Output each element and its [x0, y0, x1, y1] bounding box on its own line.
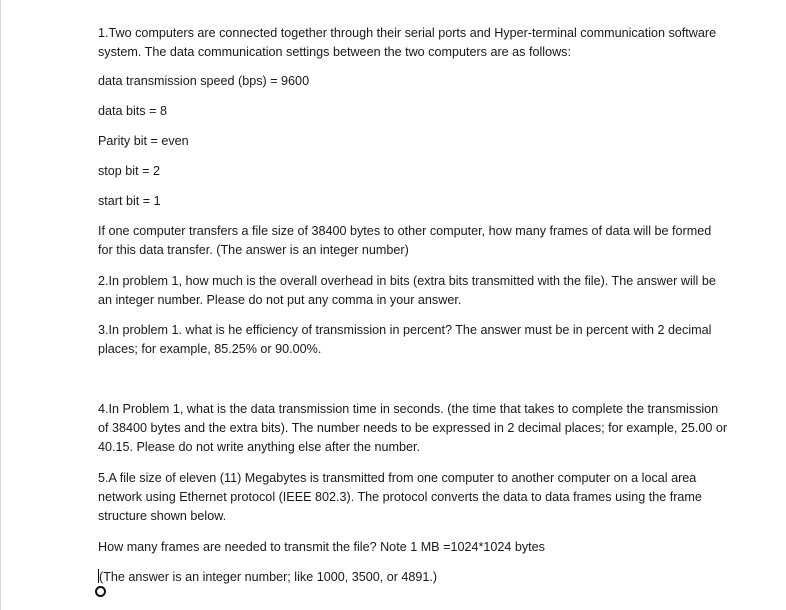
q2-paragraph: 2.In problem 1, how much is the overall overhead in bits (extra bits transmitted with the file). The answer will be an integer number. Please do not put any comma in your answer.	[98, 274, 716, 307]
q4-paragraph: 4.In Problem 1, what is the data transmission time in seconds. (the time that takes to complete the transmission of 38400 bytes and the extra bits). The number needs to be expressed in 2 decimal places; for example, 25.00 or 40.15. Please do not write anything else after the number.	[98, 402, 728, 454]
setting-stop-bit: stop bit = 2	[98, 164, 160, 178]
q1-intro: 1.Two computers are connected together through their serial ports and Hyper-terminal communication software system. The data communication settings between the two computers are as follows:	[98, 26, 717, 59]
image-rotate-handle-icon[interactable]	[95, 586, 106, 597]
q5-question: How many frames are needed to transmit the file? Note 1 MB =1024*1024 bytes	[98, 540, 545, 554]
q5-paragraph: 5.A file size of eleven (11) Megabytes is transmitted from one computer to another computer on a local area network using Ethernet protocol (IEEE 802.3). The protocol converts the data to data frames using the frame structure shown below.	[98, 471, 702, 523]
q5-note: (The answer is an integer number; like 1000, 3500, or 4891.)	[99, 570, 438, 584]
setting-start-bit: start bit = 1	[98, 194, 161, 208]
setting-parity: Parity bit = even	[98, 134, 189, 148]
q5-note-line	[98, 568, 437, 587]
q3-paragraph: 3.In problem 1. what is he efficiency of transmission in percent? The answer must be in percent with 2 decimal places; for example, 85.25% or 90.00%.	[98, 323, 712, 356]
setting-data-bits: data bits = 8	[98, 104, 167, 118]
setting-speed: data transmission speed (bps) = 9600	[98, 74, 310, 88]
q1-question: If one computer transfers a file size of 38400 bytes to other computer, how many frames of data will be formed for this data transfer. (The answer is an integer number)	[98, 224, 712, 257]
